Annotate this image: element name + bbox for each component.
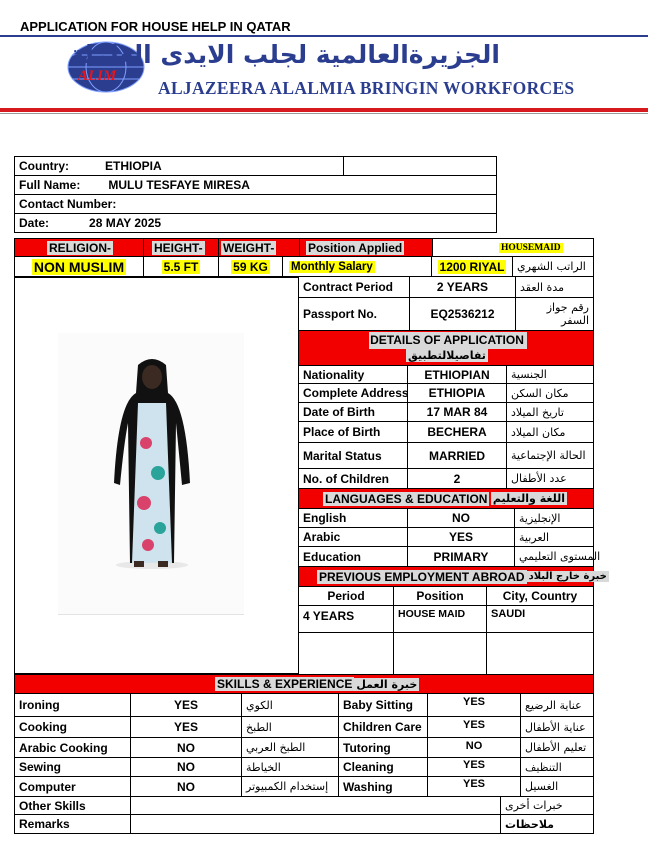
language-arabic: الإنجليزية (514, 508, 594, 528)
position-value-cell (432, 238, 594, 257)
date-row (14, 213, 497, 233)
skills-header (14, 674, 594, 694)
salary-value: 1200 RIYAL (439, 259, 505, 274)
skill-value: YES (427, 757, 521, 777)
contract-period-value: 2 YEARS (409, 276, 516, 298)
applicant-photo (58, 333, 244, 615)
employment-title-arabic: خبرة خارج البلاد (528, 571, 607, 582)
skill-value: NO (130, 776, 242, 797)
weight-header (218, 238, 300, 257)
passport-value: EQ2536212 (409, 297, 516, 331)
employment-period: 4 YEARS (298, 605, 394, 633)
language-value: YES (407, 527, 515, 547)
skill-value: YES (427, 776, 521, 797)
detail-label: Complete Address (298, 383, 408, 403)
skill-arabic: الغسيل (520, 776, 594, 797)
detail-arabic: تاريخ الميلاد (506, 402, 594, 422)
skill-label: Ironing (14, 693, 131, 717)
details-title-arabic: تفاصيلالتطبيق (408, 349, 486, 362)
contact-label: Contact Number: (19, 197, 117, 211)
religion-header (14, 238, 144, 257)
skill-label: Sewing (14, 757, 131, 777)
remarks-value (130, 814, 501, 834)
height-cell (143, 256, 219, 277)
app-title: APPLICATION FOR HOUSE HELP IN QATAR (20, 19, 291, 34)
height-value: 5.5 FT (163, 259, 199, 274)
education-arabic: المستوى التعليمي (514, 546, 594, 567)
country-label: Country: (19, 159, 69, 173)
skill-label: Children Care (338, 716, 428, 738)
remarks-arabic: ملاحظات (500, 814, 594, 834)
skill-value: NO (130, 757, 242, 777)
languages-title: LANGUAGES & EDUCATION (325, 491, 488, 506)
position-applied-label: Position Applied (308, 240, 403, 255)
religion-label: RELIGION- (49, 240, 111, 255)
skill-label: Tutoring (338, 737, 428, 758)
logo-text: ALIM (78, 68, 117, 84)
detail-value: 2 (407, 468, 507, 489)
skill-label: Cleaning (338, 757, 428, 777)
applicant-figure-icon (58, 333, 244, 615)
skill-arabic: الكوي (241, 693, 339, 717)
detail-label: Marital Status (298, 442, 408, 469)
language-label: English (298, 508, 408, 528)
detail-arabic: الجنسية (506, 365, 594, 384)
skill-value: YES (130, 693, 242, 717)
employment-position: HOUSE MAID (393, 605, 487, 633)
country-extra-cell (343, 156, 497, 176)
skill-arabic: عناية الرضيع (520, 693, 594, 717)
detail-label: Nationality (298, 365, 408, 384)
height-label: HEIGHT- (154, 240, 203, 255)
passport-arabic: رقم جواز السفر (515, 297, 594, 331)
details-title: DETAILS OF APPLICATION (370, 333, 524, 347)
skill-arabic: التنظيف (520, 757, 594, 777)
skill-label: Washing (338, 776, 428, 797)
skill-value: YES (130, 716, 242, 738)
country-value: ETHIOPIA (105, 159, 162, 173)
detail-arabic: مكان السكن (506, 383, 594, 403)
remarks-label: Remarks (14, 814, 131, 834)
skill-label: Baby Sitting (338, 693, 428, 717)
header-red-rule (0, 108, 648, 112)
detail-value: MARRIED (407, 442, 507, 469)
languages-header (298, 488, 594, 509)
employment-title: PREVIOUS EMPLOYMENT ABROAD (319, 569, 525, 584)
full-name-row (14, 175, 497, 195)
detail-arabic: عدد الأطفال (506, 468, 594, 489)
company-english-name: ALJAZEERA ALALMIA BRINGIN WORKFORCES (158, 78, 575, 98)
language-arabic: العربية (514, 527, 594, 547)
detail-value: BECHERA (407, 421, 507, 443)
header-top-rule (0, 35, 648, 37)
weight-value: 59 KG (233, 259, 268, 274)
country-row (14, 156, 344, 176)
employment-place: SAUDI (486, 605, 594, 633)
religion-value: NON MUSLIM (33, 258, 125, 275)
detail-value: 17 MAR 84 (407, 402, 507, 422)
skill-value: YES (427, 693, 521, 717)
language-value: NO (407, 508, 515, 528)
skill-value: NO (130, 737, 242, 758)
contact-row (14, 194, 497, 214)
date-value: 28 MAY 2025 (89, 216, 162, 230)
detail-label: No. of Children (298, 468, 408, 489)
detail-label: Date of Birth (298, 402, 408, 422)
date-label: Date: (19, 216, 50, 230)
monthly-salary-label-cell (282, 256, 432, 277)
employment-position-header: Position (393, 586, 487, 606)
education-value: PRIMARY (407, 546, 515, 567)
skills-title: SKILLS & EXPERIENCE (217, 677, 353, 691)
employment-empty-cell (393, 632, 487, 675)
position-value: HOUSEMAID (501, 242, 561, 253)
skill-arabic: إستخدام الكمبيوتر (241, 776, 339, 797)
salary-cell (431, 256, 513, 277)
full-name-value: MULU TESFAYE MIRESA (108, 178, 250, 192)
employment-empty-cell (298, 632, 394, 675)
employment-empty-cell (486, 632, 594, 675)
other-skills-value (130, 796, 501, 815)
skill-arabic: الطبخ العربي (241, 737, 339, 758)
skill-value: YES (427, 716, 521, 738)
salary-arabic-cell: الراتب الشهري (512, 256, 594, 277)
detail-arabic: مكان الميلاد (506, 421, 594, 443)
contract-period-label: Contract Period (298, 276, 410, 298)
other-skills-label: Other Skills (14, 796, 131, 815)
skill-arabic: الخياطة (241, 757, 339, 777)
education-label: Education (298, 546, 408, 567)
religion-cell (14, 256, 144, 277)
skill-arabic: الطبخ (241, 716, 339, 738)
header-gray-rule (0, 113, 648, 114)
weight-label: WEIGHT- (223, 240, 275, 255)
skill-label: Computer (14, 776, 131, 797)
skills-title-arabic: خبرة العمل (356, 677, 418, 691)
skill-label: Cooking (14, 716, 131, 738)
weight-cell (218, 256, 283, 277)
language-label: Arabic (298, 527, 408, 547)
passport-label: Passport No. (298, 297, 410, 331)
other-skills-arabic: خبرات أخرى (500, 796, 594, 815)
languages-title-arabic: اللغة والتعليم (492, 492, 565, 505)
full-name-label: Full Name: (19, 178, 81, 192)
position-applied-header (299, 238, 433, 257)
employment-place-header: City, Country (486, 586, 594, 606)
skill-value: NO (427, 737, 521, 758)
details-header (298, 330, 594, 366)
skill-arabic: تعليم الأطفال (520, 737, 594, 758)
employment-header (298, 566, 607, 587)
skill-arabic: عناية الأطفال (520, 716, 594, 738)
contract-period-arabic: مدة العقد (515, 276, 594, 298)
detail-label: Place of Birth (298, 421, 408, 443)
monthly-salary-label: Monthly Salary (291, 260, 373, 273)
height-header (143, 238, 219, 257)
detail-arabic: الحالة الإجتماعية (506, 442, 594, 469)
skill-label: Arabic Cooking (14, 737, 131, 758)
detail-value: ETHIOPIAN (407, 365, 507, 384)
detail-value: ETHIOPIA (407, 383, 507, 403)
employment-period-header: Period (298, 586, 394, 606)
company-arabic-name: الجزيرةالعالمية لجلب الايدى العاملة (69, 40, 500, 69)
